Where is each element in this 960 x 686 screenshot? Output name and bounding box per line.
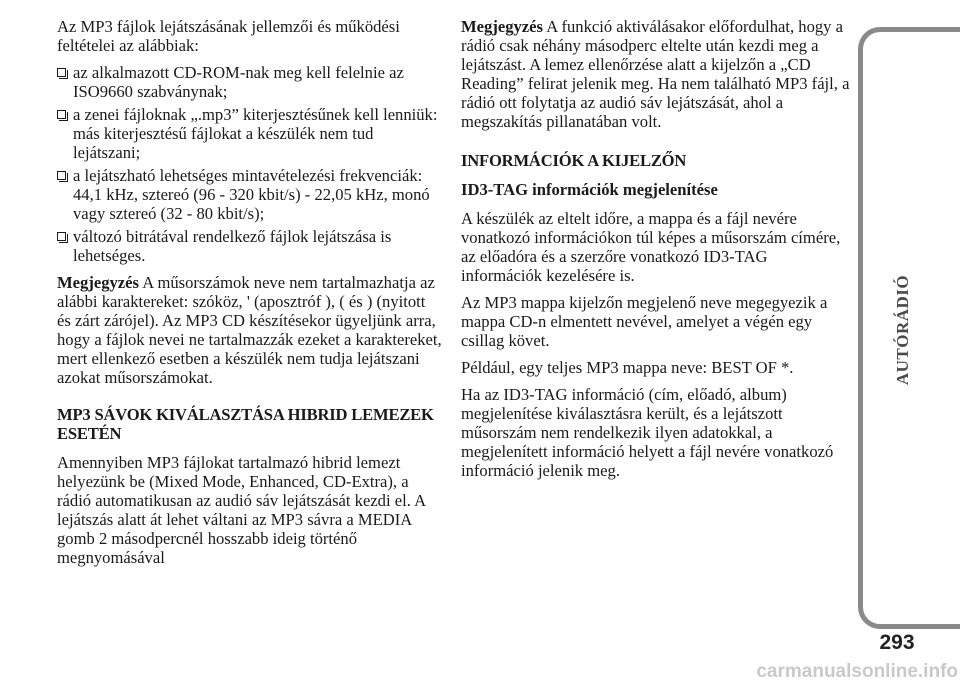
checkbox-bullet-icon	[57, 171, 66, 180]
checkbox-bullet-icon	[57, 110, 66, 119]
note-paragraph	[57, 273, 442, 387]
list-item: a zenei fájloknak „.mp3” kiterjesztésűnek kell lenniük: más kiterjesztésű fájlokat a készülék nem tud lejátszani;	[57, 105, 442, 162]
paragraph: A készülék az eltelt időre, a mappa és a fájl nevére vonatkozó információkon túl képes a műsorszám címére, az előadóra és a szerzőre vonatkozó ID3-TAG információk kezelésére is.	[461, 209, 841, 285]
note-paragraph	[461, 17, 851, 131]
feature-list	[57, 63, 442, 265]
list-item: a lejátszható lehetséges mintavételezési frekvenciák: 44,1 kHz, sztereó (96 - 320 kbit/s) - 22,05 kHz, monó vagy sztereó (32 - 80 kbit/s);	[57, 166, 442, 223]
right-column	[461, 17, 851, 488]
checkbox-bullet-icon	[57, 232, 66, 241]
chapter-tab-label: AUTÓRÁDIÓ	[893, 274, 913, 386]
note-text: A műsorszámok neve nem tartalmazhatja az alábbi karaktereket: szóköz, ' (aposztróf ), ( és ) (nyitott és zárt zárójel). Az MP3 CD készítésekor ügyeljünk arra, hogy a fájlok nevei ne tartalmazzák ezeket a karaktereket, mert ellenkező esetben a készülék nem tudja lejátszani azokat műsorszámokat.	[57, 273, 442, 387]
subheading-id3: ID3-TAG információk megjelenítése	[461, 180, 718, 199]
list-item: változó bitrátával rendelkező fájlok lejátszása is lehetséges.	[57, 227, 442, 265]
page-number: 293	[879, 631, 915, 654]
intro-paragraph: Az MP3 fájlok lejátszásának jellemzői és működési feltételei az alábbiak:	[57, 17, 400, 55]
checkbox-bullet-icon	[57, 68, 66, 77]
paragraph: Például, egy teljes MP3 mappa neve: BEST OF *.	[461, 358, 794, 377]
paragraph: Ha az ID3-TAG információ (cím, előadó, album) megjelenítése kiválasztásra került, és a lejátszott műsorszám nem rendelkezik ilyen adatokkal, a megjelenített információ helyett a fájl nevére vonatkozó információ jelenik meg.	[461, 385, 834, 480]
note-label: Megjegyzés	[461, 17, 543, 36]
note-text: A funkció aktiválásakor előfordulhat, hogy a rádió csak néhány másodperc eltelte után kezdi meg a lejátszást. A lemez ellenőrzése alatt a kijelzőn a „CD Reading” felirat jelenik meg. Ha nem található MP3 fájl, a rádió ott folytatja az audió sáv lejátszását, ahol a megszakítás pillanatában volt.	[461, 17, 850, 131]
hybrid-paragraph: Amennyiben MP3 fájlokat tartalmazó hibrid lemezt helyezünk be (Mixed Mode, Enhanced, CD-Extra), a rádió automatikusan az audió sáv lejátszását kezdi el. A lejátszás alatt át lehet váltani az MP3 sávra a MEDIA gomb 2 másodpercnél hosszabb ideig történő megnyomásával	[57, 453, 426, 567]
left-column	[57, 17, 442, 575]
list-item: az alkalmazott CD-ROM-nak meg kell felelnie az ISO9660 szabványnak;	[57, 63, 442, 101]
section-heading-hybrid: MP3 SÁVOK KIVÁLASZTÁSA HIBRID LEMEZEK ESETÉN	[57, 405, 434, 443]
section-heading-display: INFORMÁCIÓK A KIJELZŐN	[461, 151, 687, 170]
watermark: carmanualsonline.info	[756, 661, 958, 682]
note-label: Megjegyzés	[57, 273, 139, 292]
paragraph: Az MP3 mappa kijelzőn megjelenő neve megegyezik a mappa CD-n elmentett nevével, amelyet a végén egy csillag követ.	[461, 293, 828, 350]
